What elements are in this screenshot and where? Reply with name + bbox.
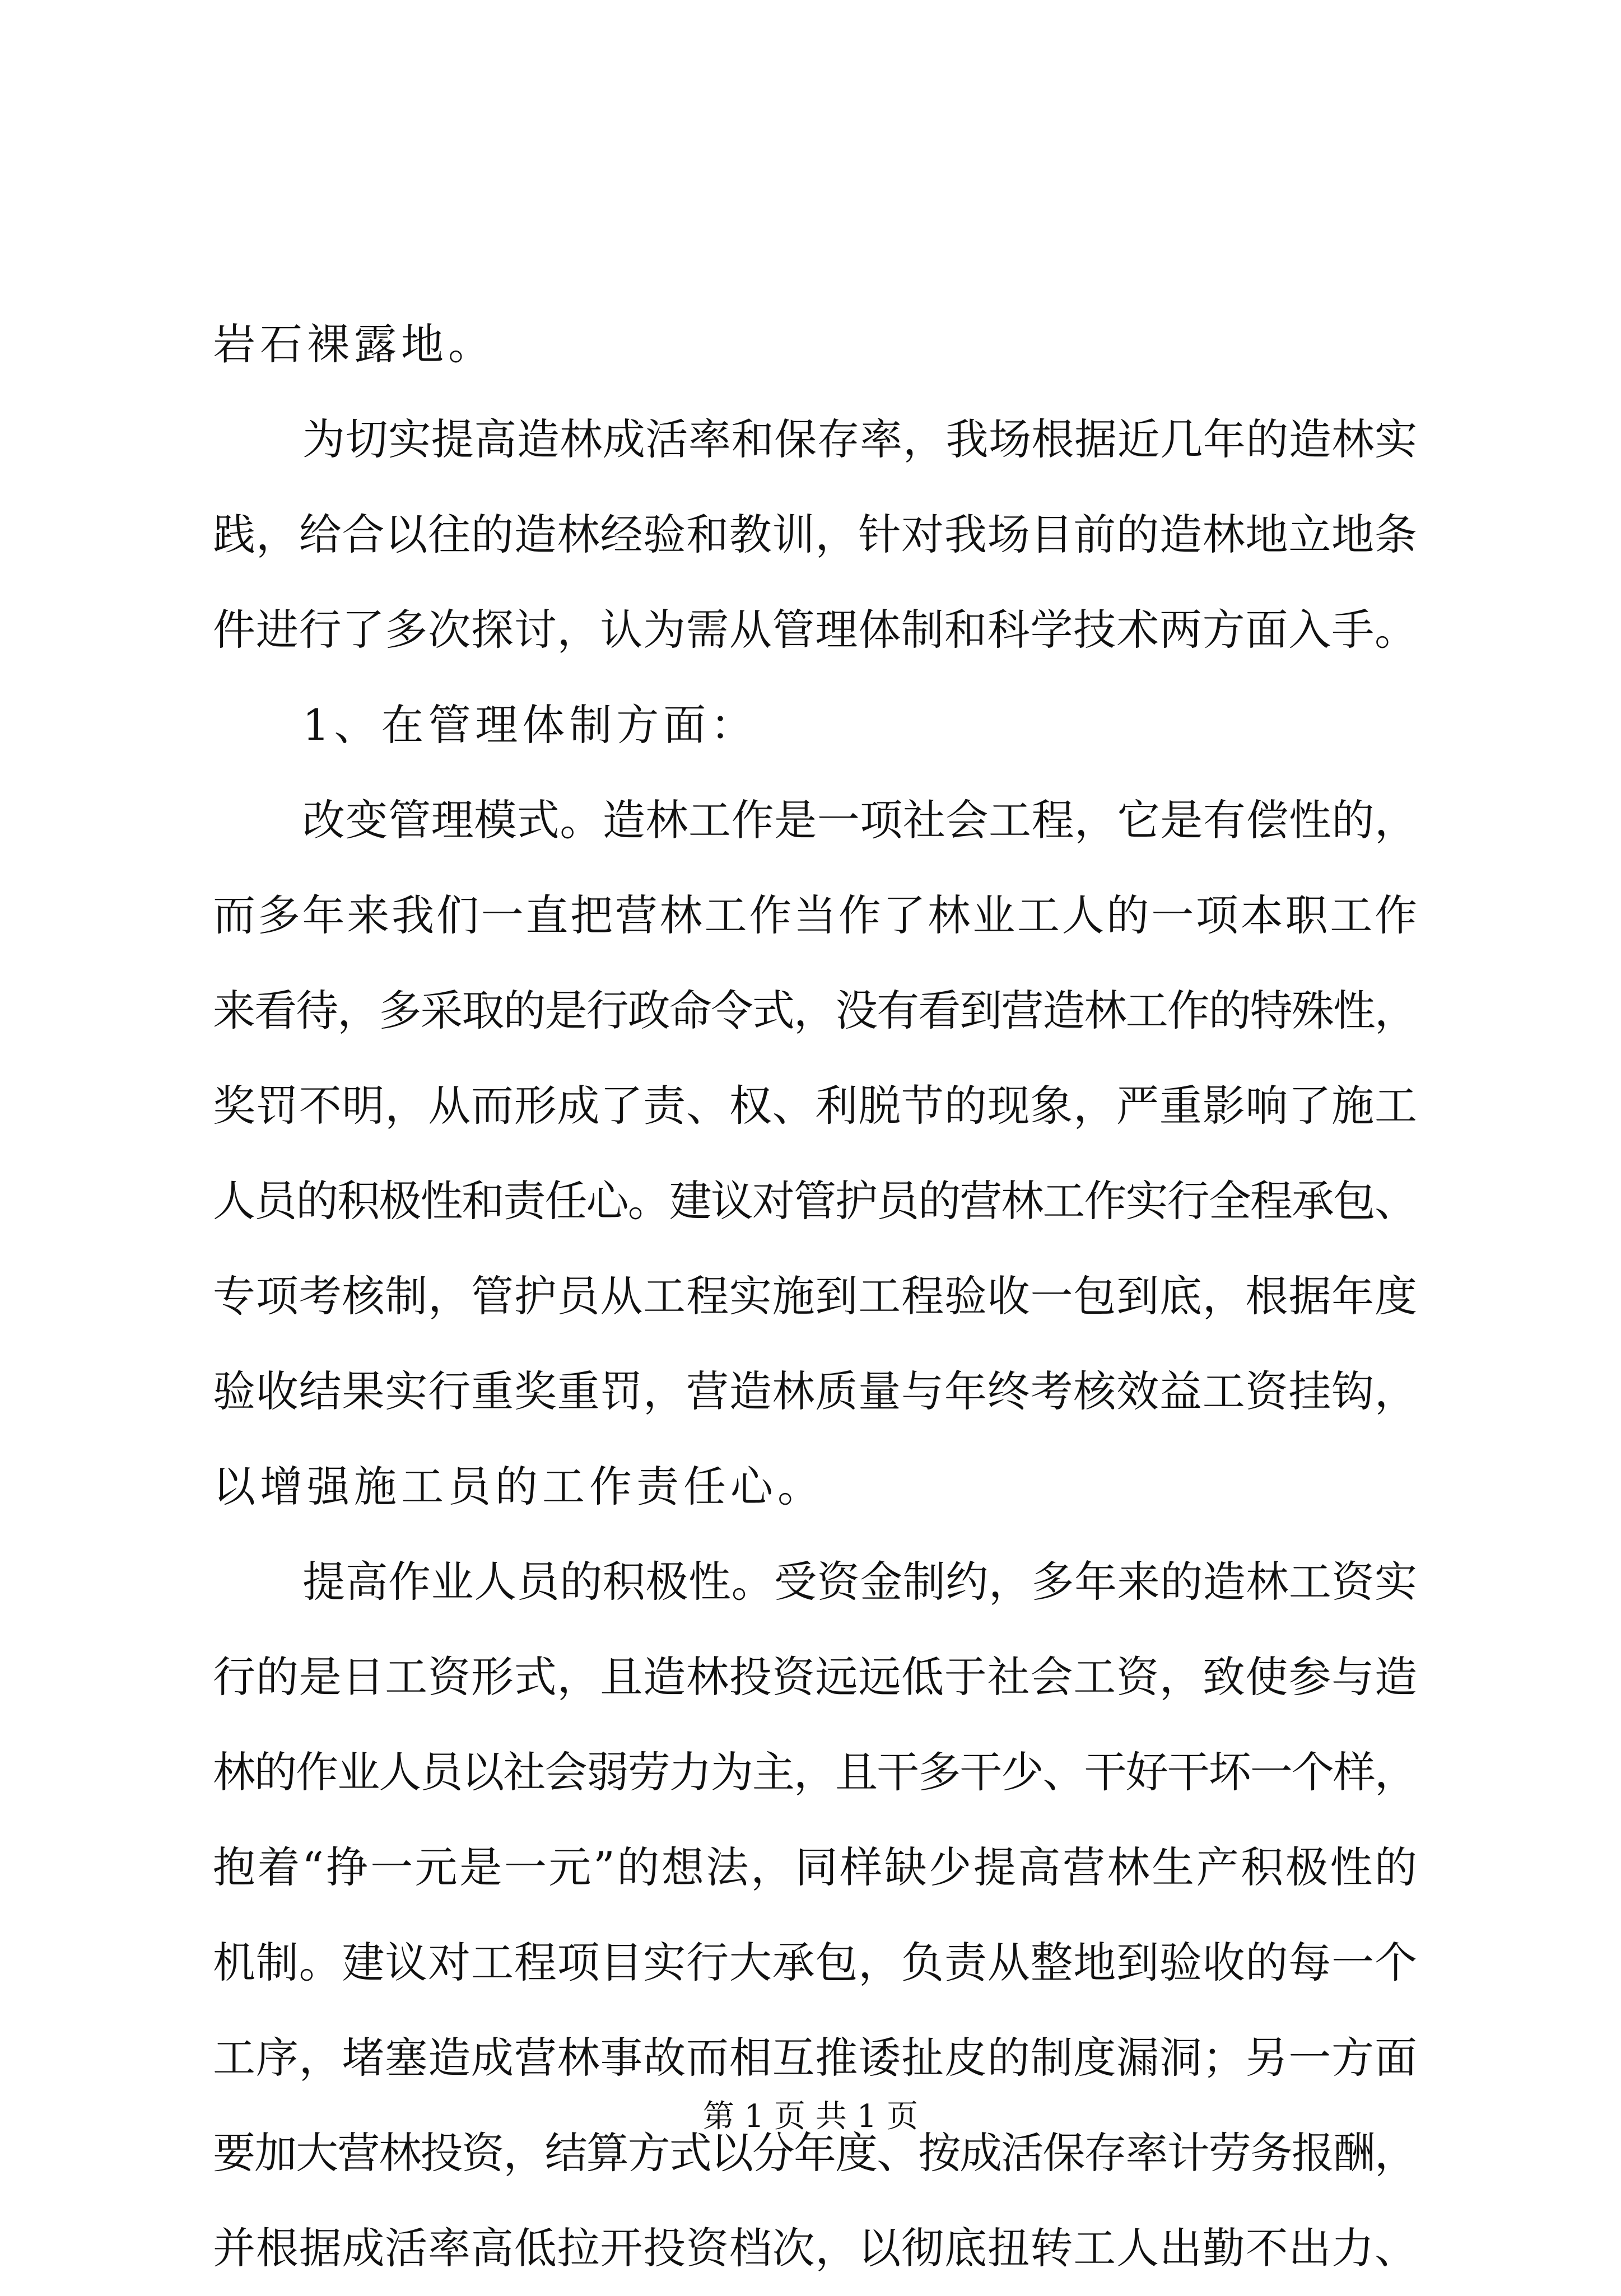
- section-heading: 1、在管理体制方面：: [302, 700, 758, 750]
- text-line: 而多年来我们一直把营林工作当作了林业工人的一项本职工作: [213, 890, 1419, 940]
- document-body: [213, 297, 1417, 2296]
- text-line: 验收结果实行重奖重罚，营造林质量与年终考核效益工资挂钩，: [213, 1366, 1418, 1416]
- text-line: 岩石裸露地。: [213, 319, 495, 369]
- text-line: 改变管理模式。造林工作是一项社会工程，它是有偿性的，: [302, 795, 1418, 845]
- text-line: 件进行了多次探讨，认为需从管理体制和科学技术两方面入手。: [213, 605, 1418, 655]
- text-line: 以增强施工员的工作责任心。: [213, 1462, 825, 1511]
- text-line: 奖罚不明，从而形成了责、权、利脱节的现象，严重影响了施工: [213, 1081, 1418, 1131]
- text-line: 提高作业人员的积极性。受资金制约，多年来的造林工资实: [302, 1557, 1418, 1607]
- text-line: 人员的积极性和责任心。建议对管护员的营林工作实行全程承包、: [213, 1176, 1417, 1226]
- text-line: 工序，堵塞造成营林事故而相互推诿扯皮的制度漏洞；另一方面: [213, 2033, 1418, 2083]
- text-line: 践，给合以往的造林经验和教训，针对我场目前的造林地立地条: [213, 510, 1418, 559]
- text-line: 抱着“挣一元是一元”的想法，同样缺少提高营林生产积极性的: [213, 1842, 1419, 1892]
- page-footer: [0, 2094, 1621, 2139]
- text-line: 机制。建议对工程项目实行大承包，负责从整地到验收的每一个: [213, 1938, 1418, 1987]
- text-line: 专项考核制，管护员从工程实施到工程验收一包到底，根据年度: [213, 1271, 1418, 1321]
- text-line: 行的是日工资形式，且造林投资远远低于社会工资，致使参与造: [213, 1652, 1418, 1702]
- text-line: 并根据成活率高低拉开投资档次，以彻底扭转工人出勤不出力、: [213, 2223, 1418, 2273]
- text-line: 为切实提高造林成活率和保存率，我场根据近几年的造林实: [302, 414, 1418, 464]
- page-number: 第 1 页 共 1 页: [702, 2098, 919, 2135]
- text-line: 来看待，多采取的是行政命令式，没有看到营造林工作的特殊性，: [213, 986, 1417, 1035]
- text-line: 要加大营林投资，结算方式以分年度、按成活保存率计劳务报酬，: [213, 2128, 1417, 2178]
- text-line: 林的作业人员以社会弱劳力为主，且干多干少、干好干坏一个样，: [213, 1747, 1417, 1797]
